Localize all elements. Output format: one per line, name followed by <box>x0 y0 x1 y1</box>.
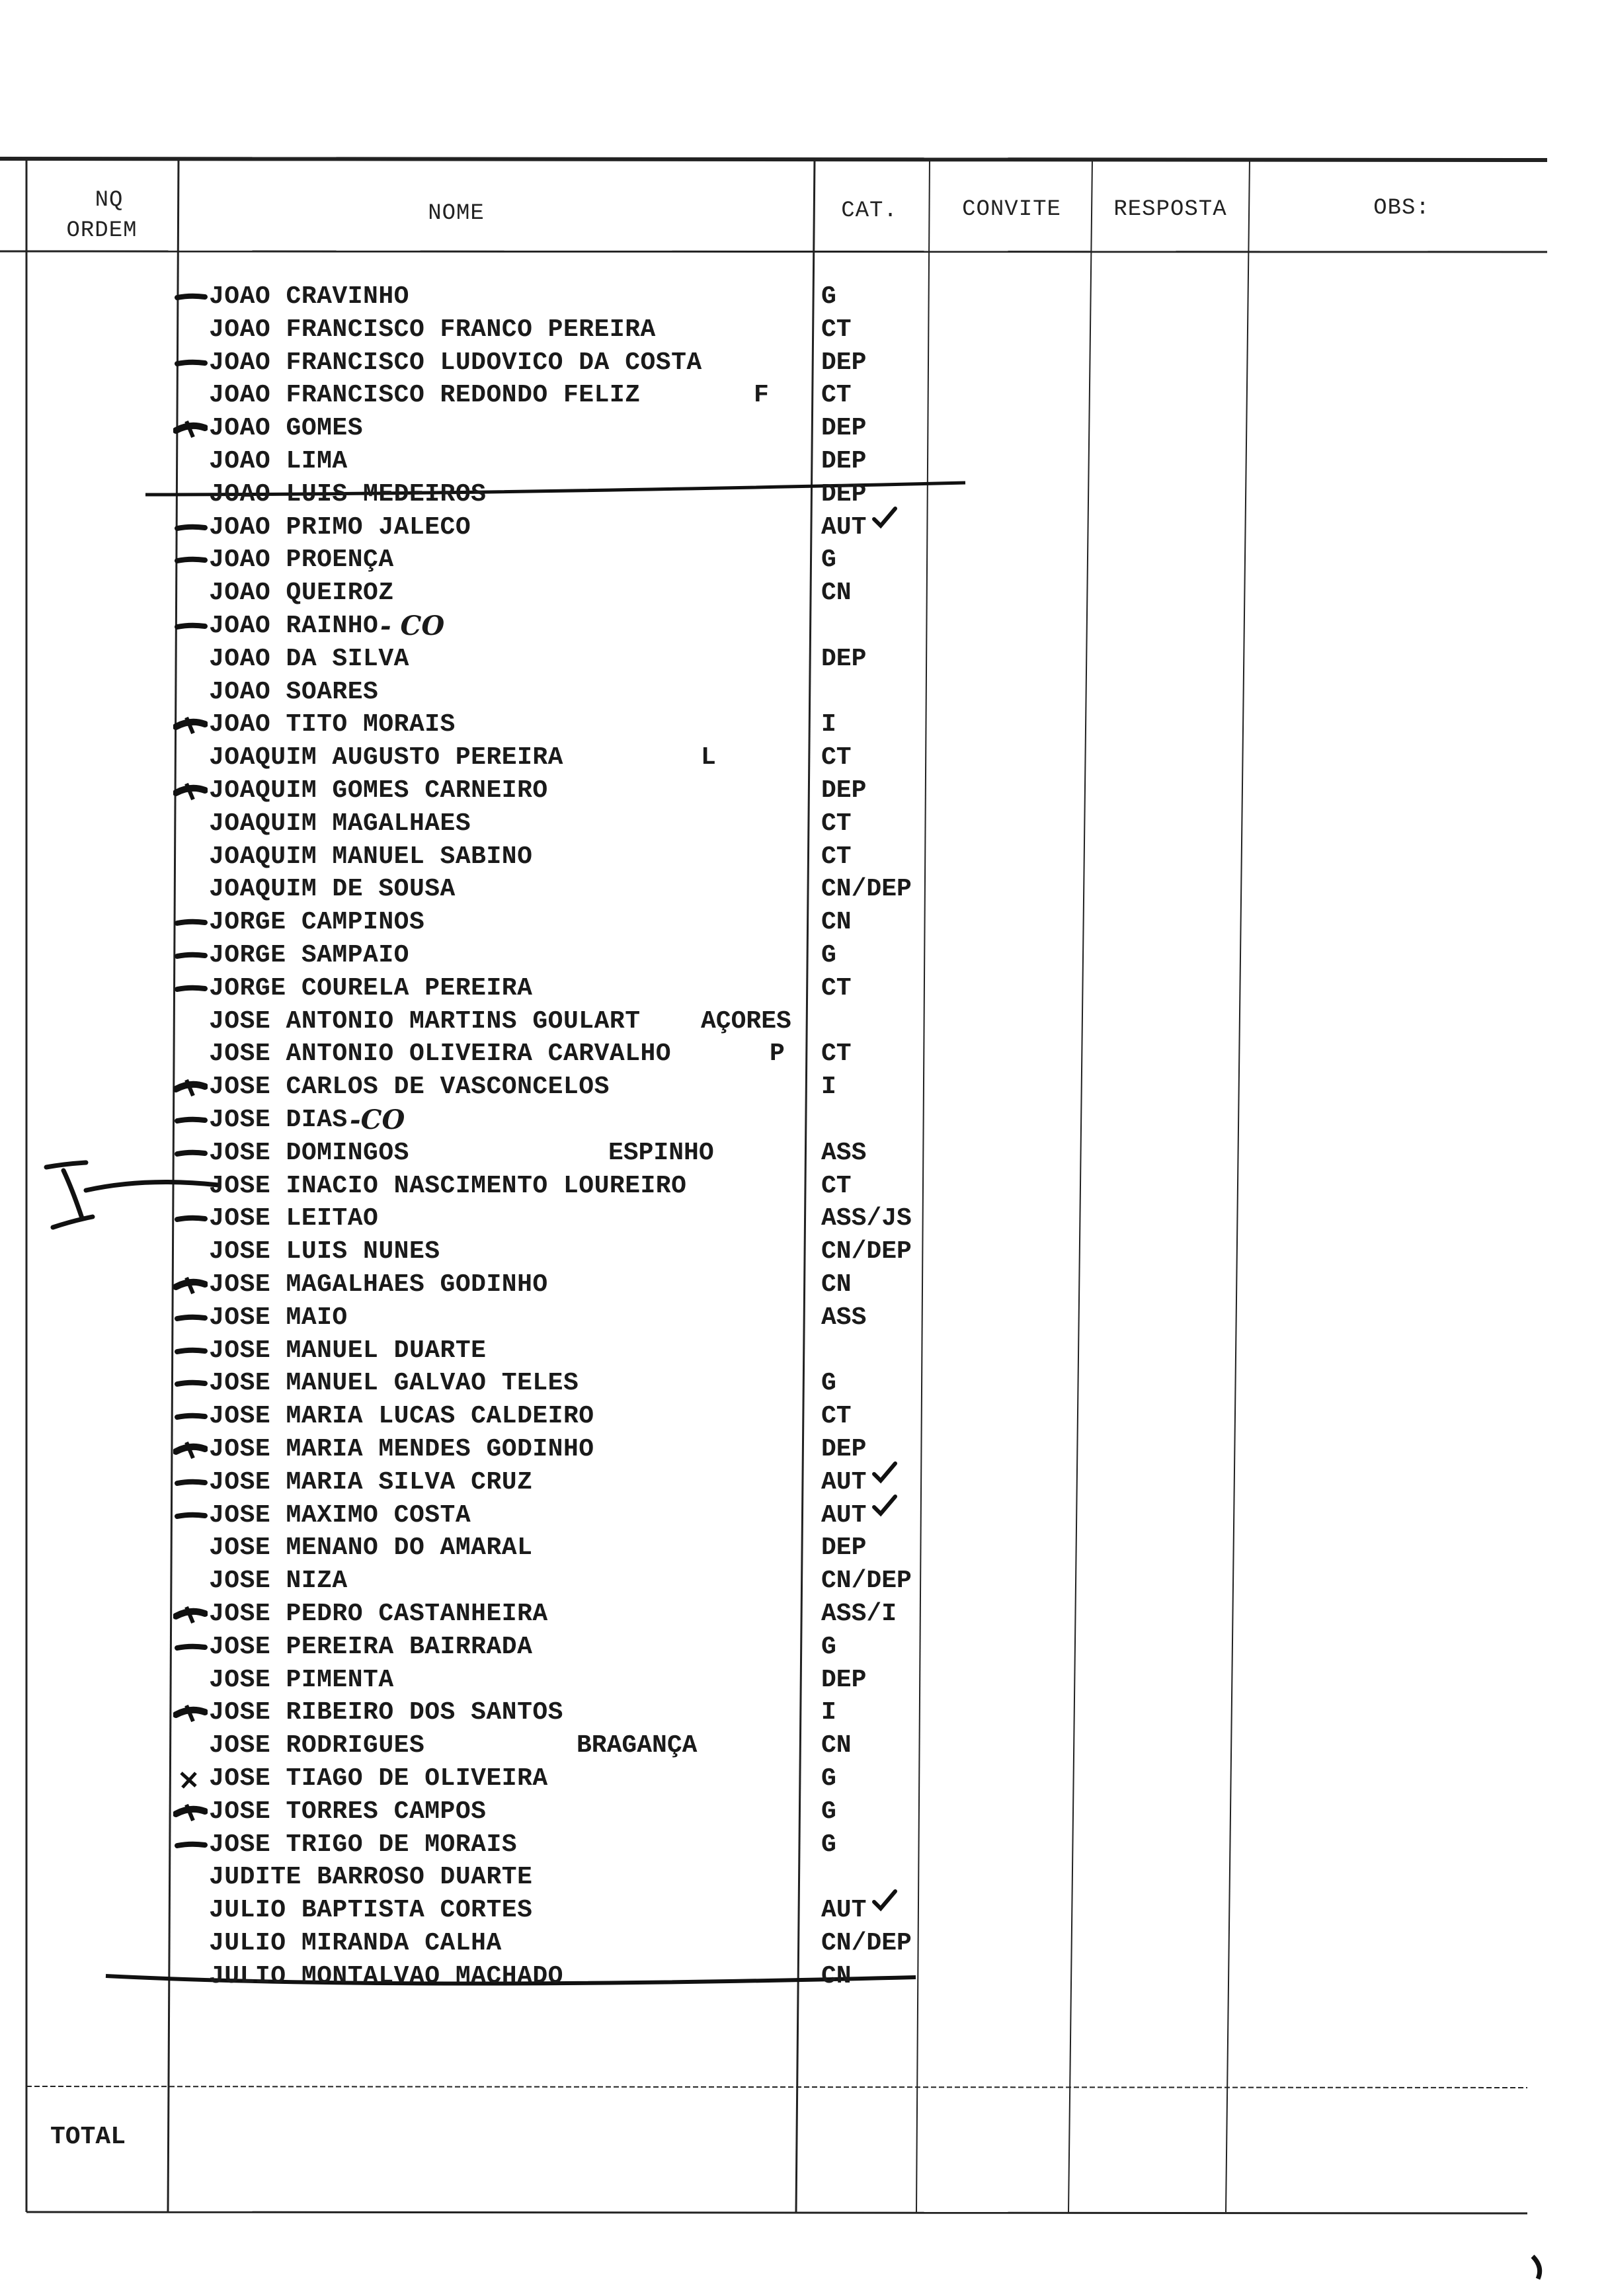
list-item <box>0 610 1608 643</box>
person-name: JOSE TORRES CAMPOS <box>209 1797 487 1826</box>
dash-mark-icon <box>173 1374 208 1393</box>
list-item <box>0 1301 1608 1334</box>
list-item <box>0 1466 1608 1499</box>
person-name: JOSE PEDRO CASTANHEIRA <box>209 1600 548 1628</box>
category-cell: DEP <box>821 479 867 509</box>
location-note: AÇORES <box>701 1006 791 1036</box>
dash-mark-icon <box>173 913 208 932</box>
ink-blot-icon <box>173 1703 208 1723</box>
list-item <box>0 347 1608 380</box>
header-obs: OBS: <box>1373 196 1430 221</box>
dash-mark-icon <box>173 1143 208 1163</box>
person-name: JOSE TIAGO DE OLIVEIRA <box>209 1764 548 1793</box>
category-cell: CT <box>821 743 852 772</box>
person-name: JOSE LEITAO <box>209 1204 379 1233</box>
person-name: JOAQUIM DE SOUSA <box>209 875 456 904</box>
header-resposta: RESPOSTA <box>1113 197 1227 222</box>
corner-mark <box>1533 2256 1540 2279</box>
list-item <box>0 313 1608 347</box>
category-cell: AUT <box>821 1467 867 1496</box>
person-name: JOAO PROENÇA <box>209 546 394 575</box>
checkmark-icon <box>871 1889 898 1912</box>
category-cell: CT <box>821 1040 852 1069</box>
list-item <box>0 972 1608 1005</box>
list-item <box>0 1795 1608 1828</box>
category-cell: AUT <box>821 1500 867 1530</box>
ink-blot-icon <box>173 1077 208 1097</box>
person-name: JOSE TRIGO DE MORAIS <box>209 1830 518 1859</box>
category-cell: CN/DEP <box>821 1237 912 1266</box>
location-note: P <box>770 1040 785 1069</box>
list-item <box>0 1433 1608 1466</box>
category-cell: DEP <box>821 1665 867 1694</box>
list-item <box>0 840 1608 874</box>
person-name: JOAO PRIMO JALECO <box>209 512 471 542</box>
list-item <box>0 676 1608 709</box>
person-name: JOSE LUIS NUNES <box>209 1237 440 1266</box>
ink-blot-icon <box>173 715 208 735</box>
list-item <box>0 1334 1608 1368</box>
handwritten-note: - CO <box>380 610 445 641</box>
checkmark-icon <box>871 1494 898 1518</box>
category-cell: CN <box>821 908 852 937</box>
dash-mark-icon <box>173 616 208 636</box>
category-cell: DEP <box>821 644 867 673</box>
person-name: JOAQUIM MAGALHAES <box>209 809 471 838</box>
list-item <box>0 708 1608 741</box>
person-name: JOSE NIZA <box>209 1567 348 1596</box>
person-name: JOSE INACIO NASCIMENTO LOUREIRO <box>209 1171 687 1200</box>
location-note: ESPINHO <box>608 1138 714 1167</box>
total-top-rule <box>26 2086 1527 2088</box>
person-name: JULIO BAPTISTA CORTES <box>209 1896 533 1925</box>
ink-blot-icon <box>173 1440 208 1459</box>
list-item <box>0 1137 1608 1170</box>
header-nome: NOME <box>428 201 485 226</box>
list-item <box>0 1367 1608 1400</box>
list-item <box>0 511 1608 544</box>
person-name: JOAO LIMA <box>209 447 348 475</box>
dash-mark-icon <box>173 1110 208 1130</box>
list-item <box>0 1762 1608 1795</box>
person-name: JOSE CARLOS DE VASCONCELOS <box>209 1073 610 1102</box>
ink-blot-icon <box>173 419 208 438</box>
category-cell: DEP <box>821 447 867 475</box>
category-cell: CT <box>821 973 852 1003</box>
list-item <box>0 1071 1608 1104</box>
dash-mark-icon <box>173 1209 208 1229</box>
checkmark-icon <box>871 1461 898 1485</box>
category-cell: ASS/JS <box>821 1204 912 1233</box>
category-cell: I <box>821 710 836 739</box>
person-name: JOSE MAIO <box>209 1303 348 1332</box>
category-cell: CN <box>821 579 852 608</box>
category-cell: I <box>821 1698 836 1727</box>
list-item <box>0 741 1608 774</box>
category-cell: CN/DEP <box>821 875 912 904</box>
list-item <box>0 1960 1608 1993</box>
person-name: JOSE MARIA SILVA CRUZ <box>209 1467 533 1496</box>
dash-mark-icon <box>173 353 208 373</box>
person-name: JOAO FRANCISCO LUDOVICO DA COSTA <box>209 348 702 377</box>
person-name: JOAO LUIS MEDEIROS <box>209 479 487 509</box>
dash-mark-icon <box>173 287 208 307</box>
person-name: JOSE MARIA LUCAS CALDEIRO <box>209 1402 594 1431</box>
list-item <box>0 280 1608 313</box>
person-name: JOAQUIM AUGUSTO PEREIRA <box>209 743 563 772</box>
header-top-rule <box>0 159 1547 160</box>
list-item <box>0 577 1608 610</box>
person-name: JOSE PEREIRA BAIRRADA <box>209 1632 533 1661</box>
category-cell: CT <box>821 809 852 838</box>
person-name: JOAO TITO MORAIS <box>209 710 456 739</box>
category-cell: CN <box>821 1270 852 1299</box>
location-note: F <box>754 381 769 410</box>
ink-blot-icon <box>173 1802 208 1822</box>
category-cell: G <box>821 1632 836 1661</box>
dash-mark-icon <box>173 1308 208 1328</box>
category-cell: G <box>821 1369 836 1398</box>
person-name: JORGE SAMPAIO <box>209 941 409 969</box>
category-cell: CT <box>821 842 852 871</box>
category-cell: DEP <box>821 1435 867 1463</box>
person-name: JOSE MANUEL GALVAO TELES <box>209 1369 579 1398</box>
list-item <box>0 774 1608 807</box>
list-item <box>0 1499 1608 1532</box>
list-item <box>0 1532 1608 1565</box>
location-note: BRAGANÇA <box>577 1731 698 1760</box>
ink-blot-icon <box>173 1604 208 1624</box>
list-item <box>0 1598 1608 1631</box>
category-cell: CT <box>821 315 852 344</box>
list-item <box>0 1235 1608 1268</box>
category-cell: CN <box>821 1731 852 1760</box>
list-item <box>0 939 1608 972</box>
header-ordem: ORDEM <box>66 218 138 243</box>
person-name: JOSE RIBEIRO DOS SANTOS <box>209 1698 563 1727</box>
list-item <box>0 1894 1608 1927</box>
person-name: JORGE COURELA PEREIRA <box>209 973 533 1003</box>
person-name: JORGE CAMPINOS <box>209 908 425 937</box>
ink-blot-icon <box>173 781 208 801</box>
person-name: JOAO DA SILVA <box>209 644 409 673</box>
list-item <box>0 1565 1608 1598</box>
header-convite: CONVITE <box>962 197 1061 222</box>
category-cell: G <box>821 1764 836 1793</box>
dash-mark-icon <box>173 1637 208 1657</box>
total-label: TOTAL <box>50 2123 126 2151</box>
person-name: JOAO FRANCISCO REDONDO FELIZ <box>209 381 641 410</box>
dash-mark-icon <box>173 946 208 965</box>
category-cell: ASS/I <box>821 1600 897 1628</box>
header-cat: CAT. <box>841 198 898 224</box>
person-name: JOSE ANTONIO MARTINS GOULART <box>209 1006 641 1036</box>
list-item <box>0 873 1608 906</box>
list-item <box>0 379 1608 412</box>
person-name: JOSE MAXIMO COSTA <box>209 1500 471 1530</box>
list-item <box>0 1202 1608 1235</box>
category-cell: CT <box>821 1171 852 1200</box>
list-item <box>0 906 1608 939</box>
header-bottom-rule <box>0 251 1547 252</box>
list-item <box>0 478 1608 511</box>
list-item <box>0 544 1608 577</box>
dash-mark-icon <box>173 1835 208 1855</box>
dash-mark-icon <box>173 1473 208 1493</box>
list-item <box>0 1038 1608 1071</box>
person-name: JOSE MAGALHAES GODINHO <box>209 1270 548 1299</box>
category-cell: DEP <box>821 414 867 443</box>
dash-mark-icon <box>173 1341 208 1361</box>
category-cell: ASS <box>821 1303 867 1332</box>
person-name: JOAO SOARES <box>209 677 379 706</box>
person-name: JOAO CRAVINHO <box>209 282 409 311</box>
list-item <box>0 445 1608 478</box>
person-name: JOSE MARIA MENDES GODINHO <box>209 1435 594 1463</box>
category-cell: CT <box>821 1402 852 1431</box>
category-cell: AUT <box>821 512 867 542</box>
person-name: JOSE MANUEL DUARTE <box>209 1336 487 1365</box>
category-cell: G <box>821 941 836 969</box>
bottom-rule <box>26 2212 1527 2213</box>
list-item <box>0 1268 1608 1301</box>
category-cell: CN/DEP <box>821 1929 912 1957</box>
category-cell: CN/DEP <box>821 1567 912 1596</box>
person-name: JOSE DIAS <box>209 1106 348 1134</box>
list-item <box>0 1170 1608 1203</box>
person-name: JOSE ANTONIO OLIVEIRA CARVALHO <box>209 1040 672 1069</box>
person-name: JOAO FRANCISCO FRANCO PEREIRA <box>209 315 656 344</box>
category-cell: CN <box>821 1961 852 1990</box>
dash-mark-icon <box>173 518 208 538</box>
checkmark-icon <box>871 506 898 530</box>
list-item <box>0 1104 1608 1137</box>
person-name: JOAO GOMES <box>209 414 364 443</box>
dash-mark-icon <box>173 1407 208 1426</box>
list-item <box>0 1861 1608 1894</box>
list-item <box>0 1631 1608 1664</box>
category-cell: DEP <box>821 776 867 805</box>
category-cell: G <box>821 1797 836 1826</box>
list-item <box>0 1664 1608 1697</box>
list-item <box>0 412 1608 445</box>
person-name: JOAQUIM MANUEL SABINO <box>209 842 533 871</box>
list-item <box>0 1696 1608 1729</box>
list-item <box>0 1400 1608 1433</box>
person-name: JULIO MIRANDA CALHA <box>209 1929 502 1957</box>
ink-blot-icon <box>173 1275 208 1295</box>
list-item <box>0 1927 1608 1960</box>
person-name: JUDITE BARROSO DUARTE <box>209 1863 533 1892</box>
person-name: JOAO QUEIROZ <box>209 579 394 608</box>
person-name: JOAO RAINHO <box>209 612 379 640</box>
category-cell: DEP <box>821 348 867 377</box>
list-item <box>0 807 1608 840</box>
dash-mark-icon <box>173 979 208 999</box>
category-cell: G <box>821 1830 836 1859</box>
person-name: JOSE RODRIGUES <box>209 1731 425 1760</box>
person-name: JOSE MENANO DO AMARAL <box>209 1534 533 1563</box>
x-mark-icon <box>173 1769 208 1789</box>
list-item <box>0 1729 1608 1762</box>
category-cell: G <box>821 282 836 311</box>
handwritten-note: -CO <box>350 1104 405 1135</box>
list-item <box>0 643 1608 676</box>
list-item <box>0 1828 1608 1862</box>
category-cell: AUT <box>821 1896 867 1925</box>
dash-mark-icon <box>173 550 208 570</box>
list-item <box>0 1005 1608 1038</box>
person-name: JOSE PIMENTA <box>209 1665 394 1694</box>
location-note: L <box>701 743 716 772</box>
category-cell: G <box>821 546 836 575</box>
person-name: JOAQUIM GOMES CARNEIRO <box>209 776 548 805</box>
category-cell: DEP <box>821 1534 867 1563</box>
category-cell: I <box>821 1073 836 1102</box>
person-name: JOSE DOMINGOS <box>209 1138 409 1167</box>
category-cell: ASS <box>821 1138 867 1167</box>
category-cell: CT <box>821 381 852 410</box>
dash-mark-icon <box>173 1506 208 1526</box>
person-name: JULIO MONTALVAO MACHADO <box>209 1961 563 1990</box>
header-ordem-num: NQ <box>95 188 124 213</box>
